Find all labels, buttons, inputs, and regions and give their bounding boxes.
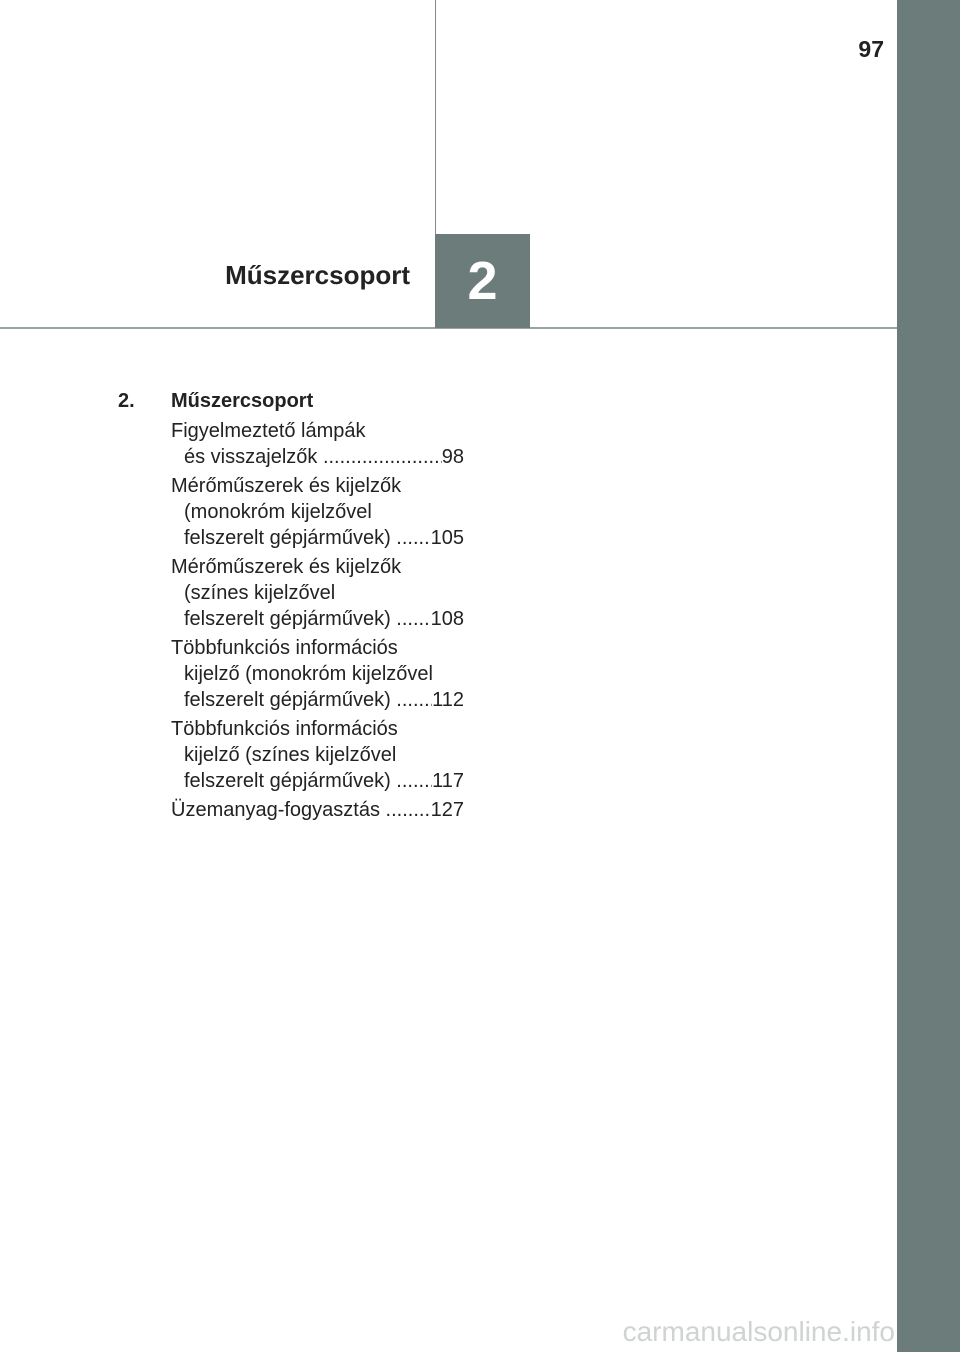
toc-entry-text: Üzemanyag-fogyasztás .....	[171, 797, 431, 823]
toc-entry-line: Mérőműszerek és kijelzők	[171, 475, 402, 497]
toc-entry[interactable]	[171, 418, 464, 470]
toc-section-title: Műszercsoport	[171, 390, 314, 412]
chapter-side-bar	[897, 0, 960, 1352]
toc-entry-text: felszerelt gépjárművek) .....	[184, 606, 431, 632]
page-number: 97	[858, 36, 884, 62]
toc-entry[interactable]	[171, 554, 464, 632]
watermark: carmanualsonline.info	[622, 1316, 895, 1347]
toc-entry-page: 127	[430, 799, 464, 821]
toc-entry-last-line	[171, 768, 464, 794]
toc-entry-text: felszerelt gépjárművek) .....	[184, 768, 432, 794]
toc-entry-last-line	[171, 797, 464, 823]
toc-entries	[118, 418, 464, 823]
toc-entry[interactable]	[171, 635, 464, 713]
toc-section-heading[interactable]	[118, 388, 464, 414]
toc-entry-line: Figyelmeztető lámpák	[171, 420, 366, 442]
toc-entry-page: 117	[432, 770, 464, 792]
toc-entry-line: Többfunkciós információs	[171, 718, 398, 740]
toc-entry-page: 98	[441, 446, 464, 468]
toc-entry-line: kijelző (monokróm kijelzővel	[184, 663, 433, 685]
toc-section-number: 2.	[118, 390, 135, 412]
toc-entry-line: Mérőműszerek és kijelzők	[171, 556, 402, 578]
chapter-title: Műszercsoport	[225, 260, 410, 290]
toc-entry-line: (monokróm kijelzővel	[184, 501, 372, 523]
toc-entry[interactable]	[171, 797, 464, 823]
toc-entry-text: és visszajelzők .....	[184, 444, 442, 470]
toc-entry[interactable]	[171, 473, 464, 551]
toc-entry-page: 108	[430, 608, 464, 630]
toc-entry-page: 105	[430, 527, 464, 549]
toc-entry-page: 112	[432, 689, 464, 711]
toc-entry-line: (színes kijelzővel	[184, 582, 336, 604]
chapter-number-box: 2	[435, 234, 530, 328]
toc-entry[interactable]	[171, 716, 464, 794]
toc-entry-last-line	[171, 525, 464, 551]
toc-entry-last-line	[171, 444, 464, 470]
toc-entry-text: felszerelt gépjárművek) .....	[184, 525, 431, 551]
toc-entry-line: Többfunkciós információs	[171, 637, 398, 659]
toc-entry-last-line	[171, 606, 464, 632]
toc-entry-last-line	[171, 687, 464, 713]
toc-entry-line: kijelző (színes kijelzővel	[184, 744, 397, 766]
vertical-divider	[435, 0, 436, 234]
toc-entry-text: felszerelt gépjárművek) .....	[184, 687, 432, 713]
table-of-contents	[118, 388, 464, 826]
